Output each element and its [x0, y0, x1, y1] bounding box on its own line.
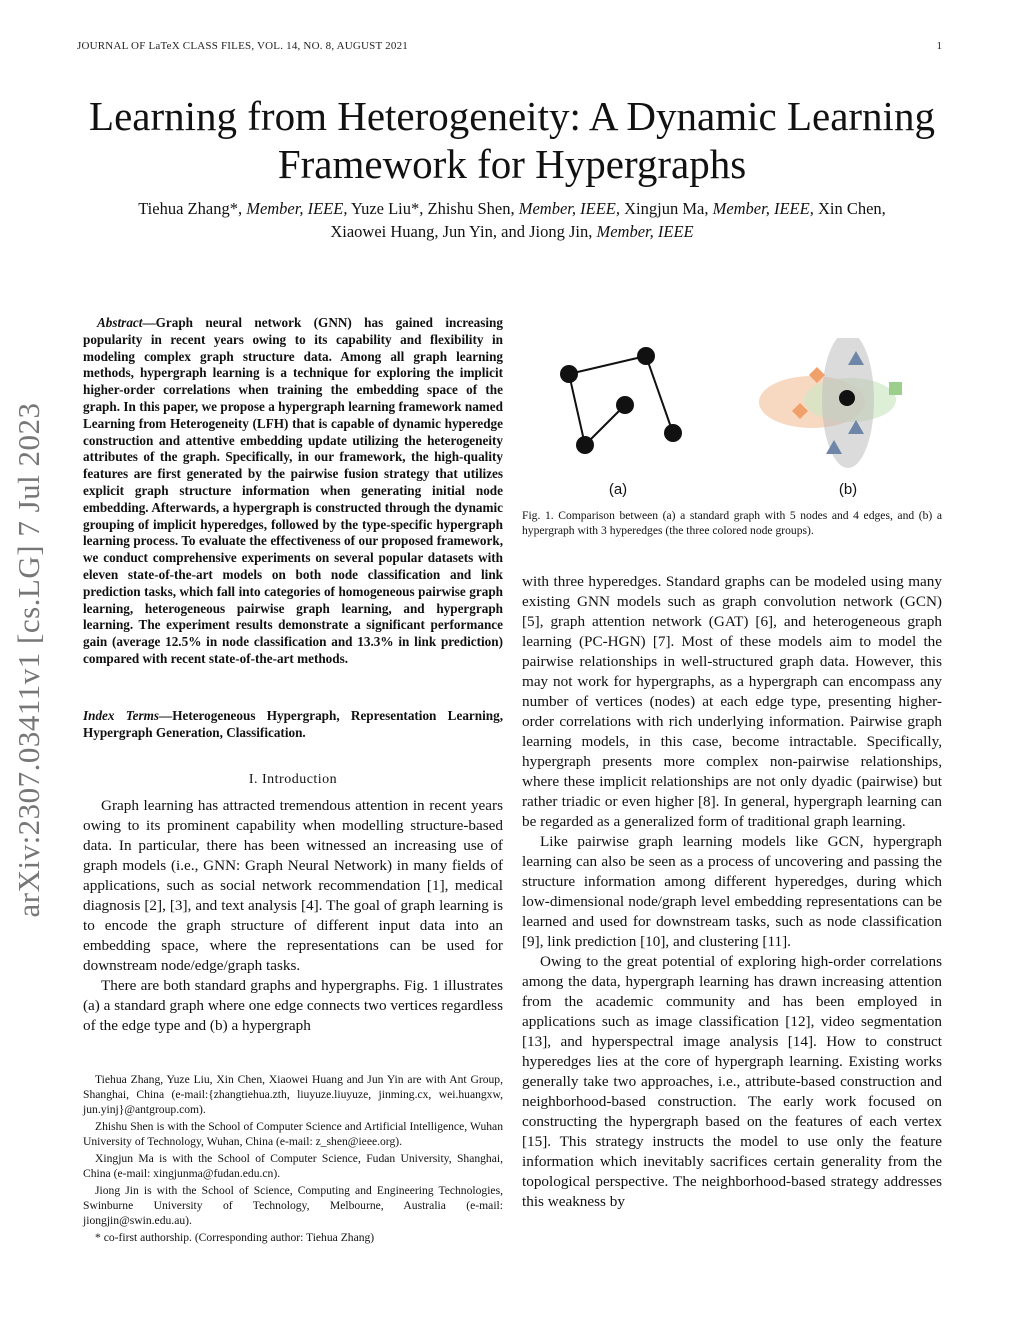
index-terms — [83, 708, 503, 742]
paragraph: There are both standard graphs and hypergraphs. Fig. 1 illustrates (a) a standard graph where one edge connects two vertices regardless of the edge type and (b) a hypergraph — [83, 977, 503, 1034]
page-number: 1 — [936, 40, 942, 52]
graph-edge — [646, 356, 673, 433]
authors-line-2: Xiaowei Huang, Jun Yin, and Jiong Jin, Member, IEEE — [330, 222, 694, 241]
graph-edge — [569, 356, 646, 374]
subfigure-label-a: (a) — [608, 481, 628, 498]
intro-left-column — [83, 796, 503, 1036]
standard-graph — [560, 347, 682, 454]
graph-node — [560, 365, 578, 383]
paragraph: Owing to the great potential of exploring high-order correlations among the data, hypergraph learning has drawn increasing attention from the academic community and has been employed in applications such as image classification [12], video segmentation [13], and hyperspectral image analysis [14]. How to construct hyperedges lies at the core of hypergraph learning. Existing works generally take two approaches, i.e., attribute-based construction and neighborhood-based construction. The early work focused on constructing the hypergraph based on the features of each vertex [15]. This strategy instructs the model to use only the feature information which inevitably sacrifices certain generality from the topological perspective. The neighborhood-based strategy addresses this weakness by — [522, 953, 942, 1210]
arxiv-identifier: arXiv:2307.03411v1 [cs.LG] 7 Jul 2023 — [11, 402, 46, 918]
graph-node — [576, 436, 594, 454]
abstract-lead: Abstract — [97, 315, 143, 330]
authors-line-1: Tiehua Zhang*, Member, IEEE, Yuze Liu*, Zhishu Shen, Member, IEEE, Xingjun Ma, Member, IEEE, Xin Chen, — [138, 199, 886, 218]
footnote: Jiong Jin is with the School of Science, Computing and Engineering Technologies, Swinburne University of Technology, Melbourne, Australia (e-mail: jiongjin@swin.edu.au). — [83, 1184, 503, 1227]
figure-1-graphic — [522, 338, 942, 508]
paragraph: Graph learning has attracted tremendous attention in recent years owing to its prominent capability when modelling structure-based data. In particular, there has been witnessed an increasing use of graph models (i.e., GNN: Graph Neural Network) in many fields of applications, such as social network recommendation [1], medical diagnosis [2], [3], and text analysis [4]. The goal of graph learning is to encode the graph structure of different input data into an embedding space, where the representations can be used for downstream node/edge/graph tasks. — [83, 797, 503, 974]
graph-node — [616, 396, 634, 414]
graph-node — [637, 347, 655, 365]
running-header: JOURNAL OF LaTeX CLASS FILES, VOL. 14, NO. 8, AUGUST 2021 — [77, 40, 408, 52]
footnotes — [83, 1072, 503, 1247]
graph-edge — [569, 374, 585, 445]
arxiv-sidebar — [0, 370, 64, 950]
footnote: Xingjun Ma is with the School of Computer Science, Fudan University, Shanghai, China (e-mail: xingjunma@fudan.edu.cn). — [83, 1152, 503, 1180]
shared-node — [839, 390, 855, 406]
square-node — [889, 382, 902, 395]
figure-caption: Fig. 1. Comparison between (a) a standard graph with 5 nodes and 4 edges, and (b) a hypergraph with 3 hyperedges (the three colored node groups). — [522, 509, 942, 537]
index-terms-text: —Heterogeneous Hypergraph, Representation Learning, Hypergraph Generation, Classification. — [83, 708, 503, 740]
footnote: Zhishu Shen is with the School of Computer Science and Artificial Intelligence, Wuhan University of Technology, Wuhan, China (e-mail: z_shen@ieee.org). — [83, 1120, 503, 1148]
paragraph: Like pairwise graph learning models like GCN, hypergraph learning can also be seen as a process of uncovering and passing the structure information among different hyperedges, during which low-dimensional node/graph level embedding representations can be learned and used for downstream tasks, such as node classification [9], link prediction [10], and clustering [11]. — [522, 833, 942, 950]
intro-right-column — [522, 572, 942, 1212]
index-terms-lead: Index Terms — [83, 708, 160, 723]
figure-1 — [522, 338, 942, 508]
abstract — [83, 315, 503, 668]
subfigure-label-b: (b) — [838, 481, 858, 498]
section-heading: I. Introduction — [248, 772, 338, 787]
hypergraph — [759, 338, 902, 468]
graph-node — [664, 424, 682, 442]
abstract-text: —Graph neural network (GNN) has gained increasing popularity in recent years owing to its capability and flexibility in modeling complex graph structure data. Among all graph learning methods, hypergraph learning is a technique for exploring the implicit higher-order correlations when training the embedding space of the graph. In this paper, we propose a hypergraph learning framework named Learning from Heterogeneity (LFH) that is capable of dynamic hyperedge construction and attentive embedding update utilizing the heterogeneity attributes of the graph. Specifically, in our framework, the high-quality features are first generated by the pairwise fusion strategy that utilizes explicit graph structure information when generating initial node embedding. Afterwards, a hypergraph is constructed through the dynamic grouping of implicit hyperedges, followed by the type-specific hypergraph learning process. To evaluate the effectiveness of our proposed framework, we conduct comprehensive experiments on several popular datasets with eleven state-of-the-art models on both node classification and link prediction tasks, which fall into categories of homogeneous pairwise graph learning, heterogeneous pairwise graph learning, and hypergraph learning. The experiment results demonstrate a significant performance gain (average 12.5% in node classification and 13.3% in link prediction) compared with recent state-of-the-art methods. — [83, 315, 503, 666]
footnote: Tiehua Zhang, Yuze Liu, Xin Chen, Xiaowei Huang and Jun Yin are with Ant Group, Shanghai, China (e-mail:{zhangtiehua.zth, liuyuze.liuyuze, jinming.cx, wei.huangxw, jun.yinj}@antgroup.com). — [83, 1073, 503, 1116]
paragraph: with three hyperedges. Standard graphs can be modeled using many existing GNN models such as graph convolution network (GCN) [5], graph attention network (GAT) [6], and heterogeneous graph learning (PC-HGN) [7]. Most of these models aim to model the pairwise relationships in well-structured graph data. However, this may not work for hypergraphs, as a hypergraph can encompass any number of vertices (nodes) at each edge type, presenting higher-order correlations with rich underlying information. Pairwise graph learning models, in this case, become intractable. Specifically, hypergraph presents more complex non-pairwise relationships, where these implicit relationships are not only dyadic (pairwise) but rather triadic or even higher [8]. In general, hypergraph learning can be regarded as a generalized form of traditional graph learning. — [522, 573, 942, 830]
author-list — [60, 197, 964, 243]
footnote: * co-first authorship. (Corresponding author: Tiehua Zhang) — [95, 1231, 375, 1244]
paper-title: Learning from Heterogeneity: A Dynamic Learning Framework for Hypergraphs — [89, 93, 935, 187]
